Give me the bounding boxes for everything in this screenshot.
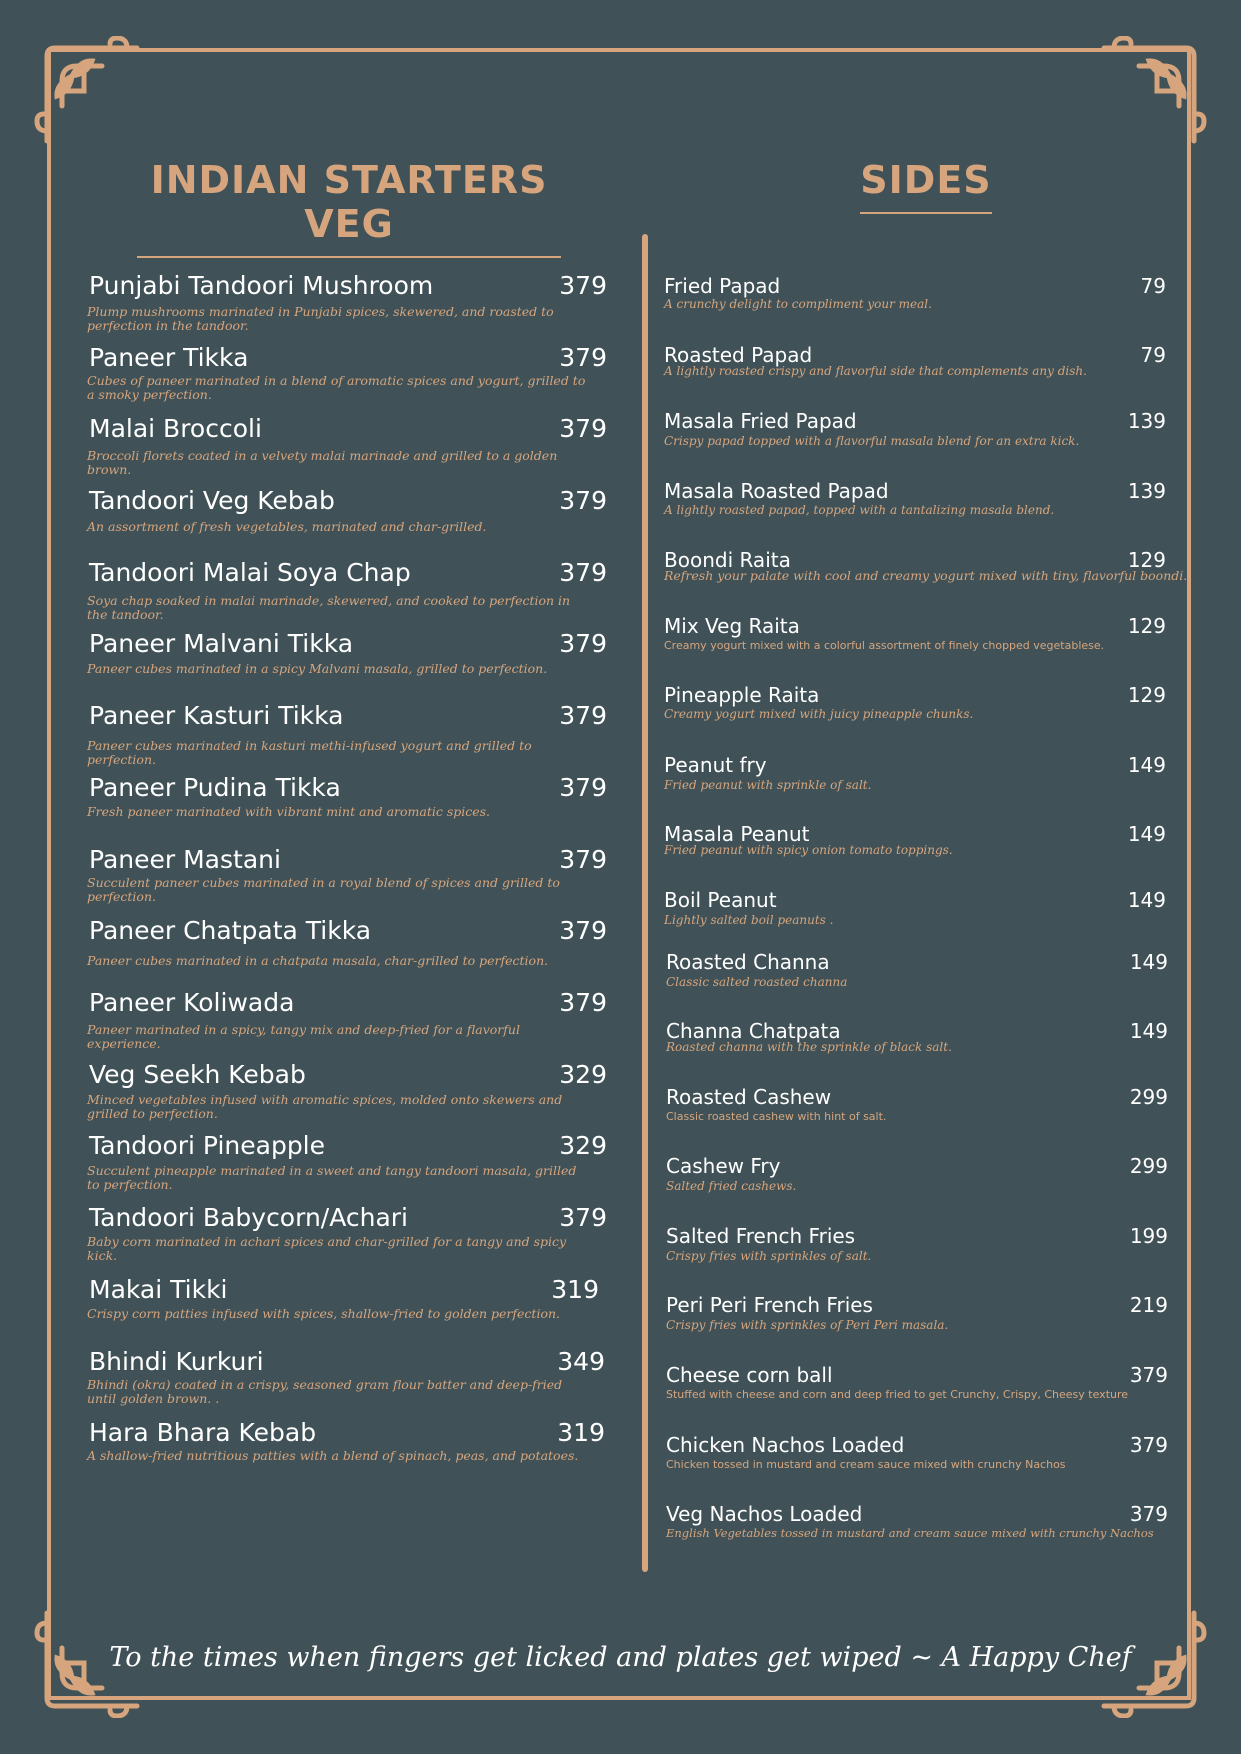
menu-item bbox=[666, 1085, 1168, 1145]
item-name: Fried Papad bbox=[664, 274, 781, 298]
item-description: Soya chap soaked in malai marinade, skewered, and cooked to perfection in the tandoor. bbox=[87, 593, 571, 622]
item-price: 379 bbox=[559, 629, 607, 658]
menu-item bbox=[666, 1293, 1168, 1353]
item-name: Hara Bhara Kebab bbox=[89, 1418, 317, 1447]
item-price: 379 bbox=[559, 845, 607, 874]
item-name: Pineapple Raita bbox=[664, 683, 820, 707]
menu-item bbox=[664, 888, 1166, 948]
menu-item bbox=[87, 916, 607, 986]
item-description: A shallow-fried nutritious patties with a blend of spinach, peas, and potatoes. bbox=[87, 1448, 579, 1463]
item-description: Creamy yogurt mixed with juicy pineapple chunks. bbox=[664, 707, 974, 721]
item-price: 149 bbox=[1129, 950, 1168, 974]
floral-corner-icon bbox=[1099, 36, 1209, 146]
item-price: 199 bbox=[1129, 1224, 1168, 1248]
item-price: 129 bbox=[1127, 683, 1166, 707]
item-description: Cubes of paneer marinated in a blend of aromatic spices and yogurt, grilled to a smoky perfection. bbox=[87, 373, 586, 402]
menu-item bbox=[666, 1433, 1168, 1493]
item-description: A crunchy delight to compliment your meal. bbox=[664, 297, 932, 311]
menu-item bbox=[664, 822, 1166, 882]
item-price: 379 bbox=[559, 414, 607, 443]
item-price: 379 bbox=[559, 486, 607, 515]
item-price: 379 bbox=[1129, 1433, 1168, 1457]
item-description: Salted fried cashews. bbox=[666, 1179, 797, 1193]
section-title-starters: INDIAN STARTERS VEG bbox=[137, 158, 561, 258]
item-description: Succulent paneer cubes marinated in a royal blend of spices and grilled to perfection. bbox=[87, 875, 560, 904]
item-name: Paneer Mastani bbox=[89, 845, 281, 874]
item-description: Paneer marinated in a spicy, tangy mix and deep-fried for a flavorful experience. bbox=[87, 1022, 520, 1051]
item-name: Roasted Cashew bbox=[666, 1085, 832, 1109]
menu-item bbox=[664, 753, 1166, 813]
menu-item bbox=[87, 1347, 607, 1417]
item-price: 79 bbox=[1140, 274, 1166, 298]
item-price: 379 bbox=[559, 558, 607, 587]
item-description: English Vegetables tossed in mustard and cream sauce mixed with crunchy Nachos bbox=[666, 1526, 1154, 1540]
menu-item bbox=[87, 1060, 607, 1130]
item-name: Tandoori Pineapple bbox=[89, 1131, 326, 1160]
menu-item bbox=[87, 1275, 607, 1345]
menu-item bbox=[87, 1418, 607, 1488]
item-name: Malai Broccoli bbox=[89, 414, 262, 443]
item-description: A lightly roasted papad, topped with a tantalizing masala blend. bbox=[664, 503, 1055, 517]
item-name: Makai Tikki bbox=[89, 1275, 228, 1304]
item-description: Crispy corn patties infused with spices, shallow-fried to golden perfection. bbox=[87, 1306, 561, 1321]
floral-corner-icon bbox=[32, 36, 142, 146]
item-name: Chicken Nachos Loaded bbox=[666, 1433, 905, 1457]
item-name: Paneer Tikka bbox=[89, 343, 249, 372]
item-price: 329 bbox=[559, 1131, 607, 1160]
menu-item bbox=[87, 1131, 607, 1201]
item-price: 379 bbox=[559, 343, 607, 372]
item-description: A lightly roasted crispy and flavorful side that complements any dish. bbox=[664, 364, 1087, 378]
item-description: Chicken tossed in mustard and cream sauce mixed with crunchy Nachos bbox=[666, 1458, 1066, 1471]
item-name: Veg Nachos Loaded bbox=[666, 1502, 863, 1526]
item-description: Paneer cubes marinated in a chatpata masala, char-grilled to perfection. bbox=[87, 953, 549, 968]
item-price: 319 bbox=[551, 1275, 599, 1304]
item-price: 299 bbox=[1129, 1085, 1168, 1109]
item-description: Crispy papad topped with a flavorful masala blend for an extra kick. bbox=[664, 434, 1080, 448]
menu-item bbox=[664, 479, 1166, 539]
item-name: Paneer Chatpata Tikka bbox=[89, 916, 372, 945]
menu-item bbox=[664, 274, 1166, 334]
item-name: Bhindi Kurkuri bbox=[89, 1347, 264, 1376]
item-name: Paneer Koliwada bbox=[89, 988, 295, 1017]
menu-item bbox=[664, 343, 1166, 403]
section-title-sides: SIDES bbox=[860, 158, 992, 214]
menu-item bbox=[87, 343, 607, 413]
item-name: Paneer Kasturi Tikka bbox=[89, 701, 344, 730]
menu-item bbox=[87, 414, 607, 484]
item-description: Fried peanut with spicy onion tomato toppings. bbox=[664, 843, 953, 857]
menu-item bbox=[87, 845, 607, 915]
item-name: Tandoori Veg Kebab bbox=[89, 486, 335, 515]
menu-item bbox=[664, 548, 1188, 608]
item-price: 149 bbox=[1127, 888, 1166, 912]
item-description: Roasted channa with the sprinkle of black salt. bbox=[666, 1040, 952, 1054]
item-price: 139 bbox=[1127, 479, 1166, 503]
item-price: 379 bbox=[559, 1203, 607, 1232]
item-description: Refresh your palate with cool and creamy yogurt mixed with tiny, flavorful boondi. bbox=[664, 568, 1188, 583]
item-description: Fried peanut with sprinkle of salt. bbox=[664, 778, 872, 792]
menu-item bbox=[666, 1154, 1168, 1214]
item-name: Boondi Raita bbox=[664, 548, 791, 572]
item-name: Roasted Papad bbox=[664, 343, 813, 367]
item-description: Classic salted roasted channa bbox=[666, 975, 848, 989]
item-description: An assortment of fresh vegetables, marinated and char-grilled. bbox=[87, 519, 487, 534]
item-description: Crispy fries with sprinkles of salt. bbox=[666, 1249, 872, 1263]
item-name: Masala Peanut bbox=[664, 822, 810, 846]
item-name: Masala Fried Papad bbox=[664, 409, 857, 433]
item-price: 329 bbox=[559, 1060, 607, 1089]
menu-item bbox=[666, 1363, 1168, 1423]
item-description: Stuffed with cheese and corn and deep fried to get Crunchy, Crispy, Cheesy texture bbox=[666, 1388, 1129, 1401]
item-name: Paneer Malvani Tikka bbox=[89, 629, 354, 658]
item-name: Masala Roasted Papad bbox=[664, 479, 889, 503]
item-price: 149 bbox=[1129, 1019, 1168, 1043]
item-name: Tandoori Malai Soya Chap bbox=[89, 558, 411, 587]
item-price: 129 bbox=[1127, 548, 1166, 572]
item-description: Paneer cubes marinated in a spicy Malvani masala, grilled to perfection. bbox=[87, 661, 548, 676]
item-price: 319 bbox=[557, 1418, 605, 1447]
item-description: Creamy yogurt mixed with a colorful assortment of finely chopped vegetablese. bbox=[664, 639, 1105, 652]
menu-item bbox=[666, 1502, 1168, 1562]
item-description: Baby corn marinated in achari spices and char-grilled for a tangy and spicy kick. bbox=[87, 1234, 567, 1263]
menu-item bbox=[87, 558, 607, 628]
column-divider bbox=[642, 234, 648, 1572]
item-name: Salted French Fries bbox=[666, 1224, 856, 1248]
item-description: Fresh paneer marinated with vibrant mint and aromatic spices. bbox=[87, 804, 491, 819]
item-description: Classic roasted cashew with hint of salt. bbox=[666, 1110, 887, 1123]
item-name: Paneer Pudina Tikka bbox=[89, 773, 341, 802]
item-description: Plump mushrooms marinated in Punjabi spices, skewered, and roasted to perfection in the tandoor. bbox=[87, 304, 554, 333]
item-name: Peanut fry bbox=[664, 753, 767, 777]
item-description: Minced vegetables infused with aromatic spices, molded onto skewers and grilled to perfection. bbox=[87, 1092, 563, 1121]
item-price: 379 bbox=[1129, 1363, 1168, 1387]
menu-item bbox=[87, 988, 607, 1058]
menu-item bbox=[666, 1224, 1168, 1284]
item-name: Punjabi Tandoori Mushroom bbox=[89, 271, 434, 300]
item-price: 219 bbox=[1129, 1293, 1168, 1317]
item-price: 379 bbox=[559, 271, 607, 300]
footer-tagline: To the times when fingers get licked and plates get wiped ~ A Happy Chef bbox=[109, 1642, 1132, 1673]
item-price: 379 bbox=[559, 916, 607, 945]
item-description: Succulent pineapple marinated in a sweet and tangy tandoori masala, grilled to perfection. bbox=[87, 1163, 577, 1192]
item-name: Cheese corn ball bbox=[666, 1363, 833, 1387]
item-price: 379 bbox=[559, 701, 607, 730]
item-name: Boil Peanut bbox=[664, 888, 777, 912]
item-price: 79 bbox=[1140, 343, 1166, 367]
item-name: Mix Veg Raita bbox=[664, 614, 800, 638]
item-price: 379 bbox=[559, 988, 607, 1017]
item-name: Channa Chatpata bbox=[666, 1019, 841, 1043]
item-price: 299 bbox=[1129, 1154, 1168, 1178]
item-price: 149 bbox=[1127, 822, 1166, 846]
menu-item bbox=[87, 701, 607, 771]
item-price: 129 bbox=[1127, 614, 1166, 638]
item-description: Paneer cubes marinated in kasturi methi-infused yogurt and grilled to perfection. bbox=[87, 738, 532, 767]
item-name: Roasted Channa bbox=[666, 950, 830, 974]
item-price: 149 bbox=[1127, 753, 1166, 777]
menu-item bbox=[666, 1019, 1168, 1079]
item-description: Crispy fries with sprinkles of Peri Peri masala. bbox=[666, 1318, 949, 1332]
item-name: Peri Peri French Fries bbox=[666, 1293, 873, 1317]
menu-item bbox=[664, 683, 1166, 743]
item-price: 139 bbox=[1127, 409, 1166, 433]
item-price: 349 bbox=[557, 1347, 605, 1376]
item-name: Tandoori Babycorn/Achari bbox=[89, 1203, 409, 1232]
item-name: Veg Seekh Kebab bbox=[89, 1060, 306, 1089]
item-description: Lightly salted boil peanuts . bbox=[664, 913, 834, 927]
menu-item bbox=[87, 271, 607, 341]
menu-item bbox=[87, 629, 607, 699]
menu-item bbox=[87, 773, 607, 843]
item-price: 379 bbox=[1129, 1502, 1168, 1526]
menu-item bbox=[666, 950, 1168, 1010]
item-description: Broccoli florets coated in a velvety malai marinade and grilled to a golden brown. bbox=[87, 448, 558, 477]
menu-item bbox=[87, 1203, 607, 1273]
menu-item bbox=[87, 486, 607, 556]
item-price: 379 bbox=[559, 773, 607, 802]
menu-item bbox=[664, 409, 1166, 469]
item-description: Bhindi (okra) coated in a crispy, seasoned gram flour batter and deep-fried until golden brown. . bbox=[87, 1377, 563, 1406]
item-name: Cashew Fry bbox=[666, 1154, 781, 1178]
menu-item bbox=[664, 614, 1166, 674]
